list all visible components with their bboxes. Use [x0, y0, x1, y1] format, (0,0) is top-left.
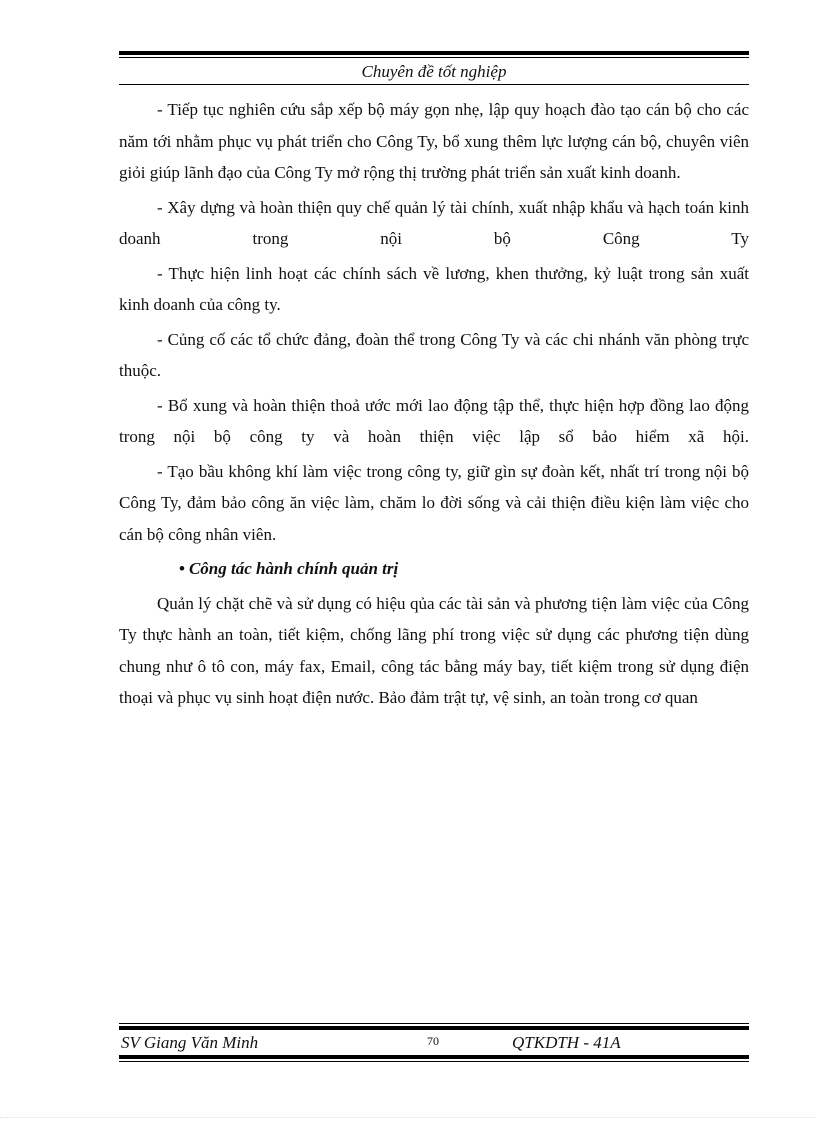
body-paragraph: - Xây dựng và hoàn thiện quy chế quản lý tài chính, xuất nhập khẩu và hạch toán kinh doanh trong nội bộ Công Ty: [119, 197, 749, 248]
section-heading-text: Công tác hành chính quản trị: [188, 559, 399, 578]
header-rule-thick: [119, 51, 749, 55]
footer-page-number: 70: [427, 1034, 439, 1048]
header-rule-thin: [119, 57, 749, 58]
footer-rule-thick-bottom: [119, 1055, 749, 1059]
page-edge-dots: [0, 1117, 816, 1118]
body-paragraph: Quản lý chặt chẽ và sử dụng có hiệu qủa các tài sản và phương tiện làm việc của Công Ty thực hành an toàn, tiết kiệm, chống lãng phí trong việc sử dụng các phương tiện dùng chung như ô tô con, máy fax, Email, công tác bằng máy bay, tiết kiệm trong sử dụng điện thoại và phục vụ sinh hoạt điện nước. Bảo đảm trật tự, vệ sinh, an toàn trong cơ quan: [119, 593, 749, 707]
section-heading: [119, 553, 749, 585]
header-underline: [119, 84, 749, 85]
footer-rule-thin-top: [119, 1023, 749, 1024]
document-body: [119, 94, 749, 717]
footer-author: SV Giang Văn Minh: [121, 1033, 259, 1052]
body-paragraph: - Bổ xung và hoàn thiện thoả ước mới lao động tập thể, thực hiện hợp đồng lao động trong nội bộ công ty và hoàn thiện việc lập sổ bảo hiểm xã hội.: [119, 395, 749, 446]
bullet-icon: •: [179, 559, 185, 578]
body-paragraph: - Tạo bầu không khí làm việc trong công ty, giữ gìn sự đoàn kết, nhất trí trong nội bộ Công Ty, đảm bảo công ăn việc làm, chăm lo đời sống và cải thiện điều kiện làm việc cho cán bộ công nhân viên.: [119, 461, 749, 544]
body-paragraph: - Củng cố các tổ chức đảng, đoàn thể trong Công Ty và các chi nhánh văn phòng trực thuộc.: [119, 329, 749, 380]
body-paragraph: - Tiếp tục nghiên cứu sắp xếp bộ máy gọn nhẹ, lập quy hoạch đào tạo cán bộ cho các năm tới nhằm phục vụ phát triển cho Công Ty, bổ xung thêm lực lượng cán bộ, chuyên viên giỏi giúp lãnh đạo của Công Ty mở rộng thị trường phát triển sản xuất kinh doanh.: [119, 100, 749, 182]
header-title: Chuyên đề tốt nghiệp: [361, 62, 507, 81]
footer-class-code: QTKDTH - 41A: [512, 1033, 621, 1052]
footer-rule-thin-bottom: [119, 1061, 749, 1062]
footer-rule-thick-top: [119, 1026, 749, 1030]
body-paragraph: - Thực hiện linh hoạt các chính sách về lương, khen thưởng, kỷ luật trong sản xuất kinh doanh của công ty.: [119, 263, 749, 314]
